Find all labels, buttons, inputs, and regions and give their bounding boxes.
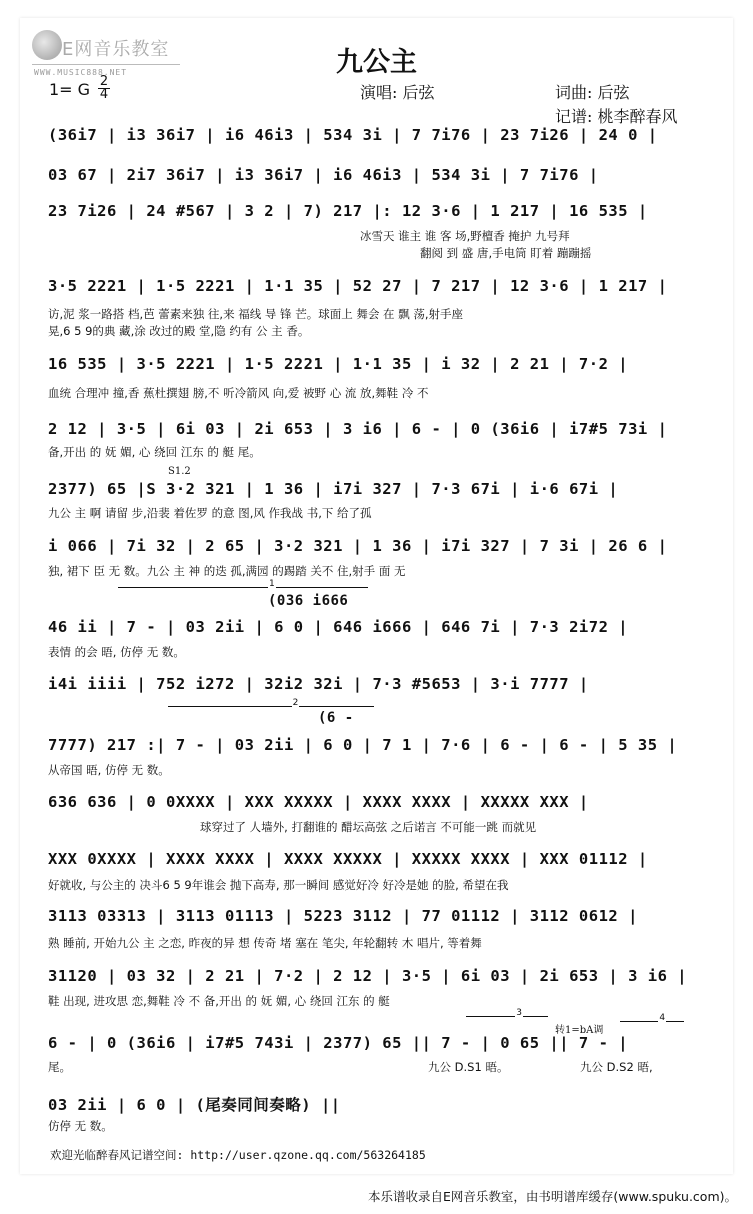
score-row-8: i 066 | 7i 32 | 2 65 | 3·2 321 | 1 36 | i7i 327 | 7 3i | 26 6 | <box>48 537 668 555</box>
score-row-7: 2377) 65 |S 3·2 321 | 1 36 | i7i 327 | 7·3 67i | i·6 67i | <box>48 480 619 498</box>
lyric-row-17: 仿停 无 数。 <box>48 1119 113 1133</box>
lyric-row-6: 备,开出 的 妩 媚, 心 绕回 江东 的 艇 尾。 <box>48 445 261 459</box>
logo-url: WWW.MUSIC888.NET <box>34 68 128 77</box>
lyric-row-14: 熟 睡前, 开始九公 主 之恋, 昨夜的异 想 传奇 堵 塞在 笔尖, 年轮翻转 木 唱片, 等着舞 <box>48 936 482 950</box>
lyric-row-4a: 访,泥 浆一路搭 档,芭 蕾素来独 往,来 福线 导 锋 芒。球面上 舞会 在 飘 荡,射手座 <box>48 307 463 321</box>
score-row-1: (36i7 | i3 36i7 | i6 46i3 | 534 3i | 7 7i76 | 23 7i26 | 24 0 | <box>48 126 658 144</box>
logo-text: E网音乐教室 <box>62 39 170 60</box>
score-row-15: 31120 | 03 32 | 2 21 | 7·2 | 2 12 | 3·5 | 6i 03 | 2i 653 | 3 i6 | <box>48 967 688 985</box>
lyric-row-9: 表情 的会 晤, 仿停 无 数。 <box>48 645 185 659</box>
score-row-10: i4i iiii | 752 i272 | 32i2 32i | 7·3 #5653 | 3·i 7777 | <box>48 675 589 693</box>
score-row-6: 2 12 | 3·5 | 6i 03 | 2i 653 | 3 i6 | 6 - | 0 (36i6 | i7#5 73i | <box>48 420 668 438</box>
lyric-row-15: 鞋 出现, 进攻思 恋,舞鞋 冷 不 备,开出 的 妩 媚, 心 绕回 江东 的 艇 <box>48 994 390 1008</box>
score-row-11: 7777) 217 :| 7 - | 03 2ii | 6 0 | 7 1 | 7·6 | 6 - | 6 - | 5 35 | <box>48 736 678 754</box>
volta-4 <box>620 1013 684 1023</box>
score-row-4: 3·5 2221 | 1·5 2221 | 1·1 35 | 52 27 | 7 217 | 12 3·6 | 1 217 | <box>48 277 668 295</box>
volta-3-label: 3 <box>516 1008 522 1018</box>
key-signature: 1= G <box>49 80 91 99</box>
ending-pickup: (6 - <box>318 710 354 726</box>
lyric-row-16b: 九公 D.S1 晤。 <box>428 1060 509 1074</box>
singer-credit: 演唱: 后弦 <box>360 83 435 102</box>
lyric-row-12: 球穿过了 人墙外, 打翻谁的 醋坛高弦 之后诺言 不可能一跳 而就见 <box>200 820 537 834</box>
lyric-row-8: 独, 裙下 臣 无 数。九公 主 神 的迭 孤,满园 的踢踏 关不 住,射手 面 无 <box>48 564 406 578</box>
segno-mark: S1.2 <box>168 466 191 477</box>
score-row-14: 3113 03313 | 3113 01113 | 5223 3112 | 77 01112 | 3112 0612 | <box>48 907 638 925</box>
score-row-13: XXX 0XXXX | XXXX XXXX | XXXX XXXXX | XXXXX XXXX | XXX 01112 | <box>48 850 648 868</box>
modulation-mark: 转1=bA调 <box>555 1025 604 1036</box>
source-note: 本乐谱收录自E网音乐教室，由书明谱库缓存(www.spuku.com)。 <box>368 1189 737 1204</box>
volta-1 <box>118 579 368 589</box>
volta-3 <box>466 1008 548 1018</box>
time-bottom: 4 <box>99 87 109 102</box>
score-row-3: 23 7i26 | 24 #567 | 3 2 | 7) 217 |: 12 3·6 | 1 217 | 16 535 | <box>48 202 648 220</box>
lyric-row-4b: 晃,6 5 9的典 藏,涂 改过的殿 堂,隐 约有 公 主 香。 <box>48 324 310 338</box>
lyric-row-16a: 尾。 <box>48 1060 71 1074</box>
lyric-row-3a: 冰雪天 谁主 谁 客 场,野檀香 掩护 九号拜 <box>360 229 570 243</box>
time-top: 2 <box>99 74 109 89</box>
score-row-16: 6 - | 0 (36i6 | i7#5 743i | 2377) 65 || 7 - | 0 65 || 7 - | <box>48 1034 629 1052</box>
song-title: 九公主 <box>336 47 417 78</box>
volta-2-label: 2 <box>292 698 299 708</box>
volta-4-label: 4 <box>659 1013 666 1023</box>
lyric-row-5: 血统 合理冲 撞,香 蕉杜撰翅 膀,不 听冷箭风 向,爱 被野 心 流 放,舞鞋 冷 不 <box>48 386 429 400</box>
time-signature <box>98 76 110 101</box>
volta-1-label: 1 <box>269 579 275 589</box>
transcriber-credit: 记谱: 桃李醉春风 <box>555 107 678 126</box>
score-row-12: 636 636 | 0 0XXXX | XXX XXXXX | XXXX XXXX | XXXXX XXX | <box>48 793 589 811</box>
lyric-row-13: 好就收, 与公主的 决斗6 5 9年谁会 抛下高寿, 那一瞬间 感觉好冷 好冷是她 的脸, 希望在我 <box>48 878 509 892</box>
lyric-row-16c: 九公 D.S2 晤, <box>580 1060 653 1074</box>
lyricist-credit: 词曲: 后弦 <box>555 83 630 102</box>
score-row-5: 16 535 | 3·5 2221 | 1·5 2221 | 1·1 35 | i 32 | 2 21 | 7·2 | <box>48 355 629 373</box>
lyric-row-7: 九公 主 啊 请留 步,沿裴 着佐罗 的意 图,风 作我战 书,下 给了孤 <box>48 506 372 520</box>
volta-2 <box>168 698 374 708</box>
score-row-2: 03 67 | 2i7 36i7 | i3 36i7 | i6 46i3 | 534 3i | 7 7i76 | <box>48 166 599 184</box>
lyric-row-3b: 翻阅 到 盛 唐,手电筒 盯着 蹦蹦摇 <box>420 246 592 260</box>
transcriber-link[interactable]: 欢迎光临醉春风记谱空间: http://user.qzone.qq.com/563264185 <box>50 1148 426 1162</box>
score-row-9: 46 ii | 7 - | 03 2ii | 6 0 | 646 i666 | 646 7i | 7·3 2i72 | <box>48 618 629 636</box>
lyric-row-11: 从帝国 晤, 仿停 无 数。 <box>48 763 170 777</box>
interlude-pickup: (036 i666 <box>268 593 349 609</box>
score-row-17: 03 2ii | 6 0 | (尾奏同间奏略) || <box>48 1096 341 1114</box>
